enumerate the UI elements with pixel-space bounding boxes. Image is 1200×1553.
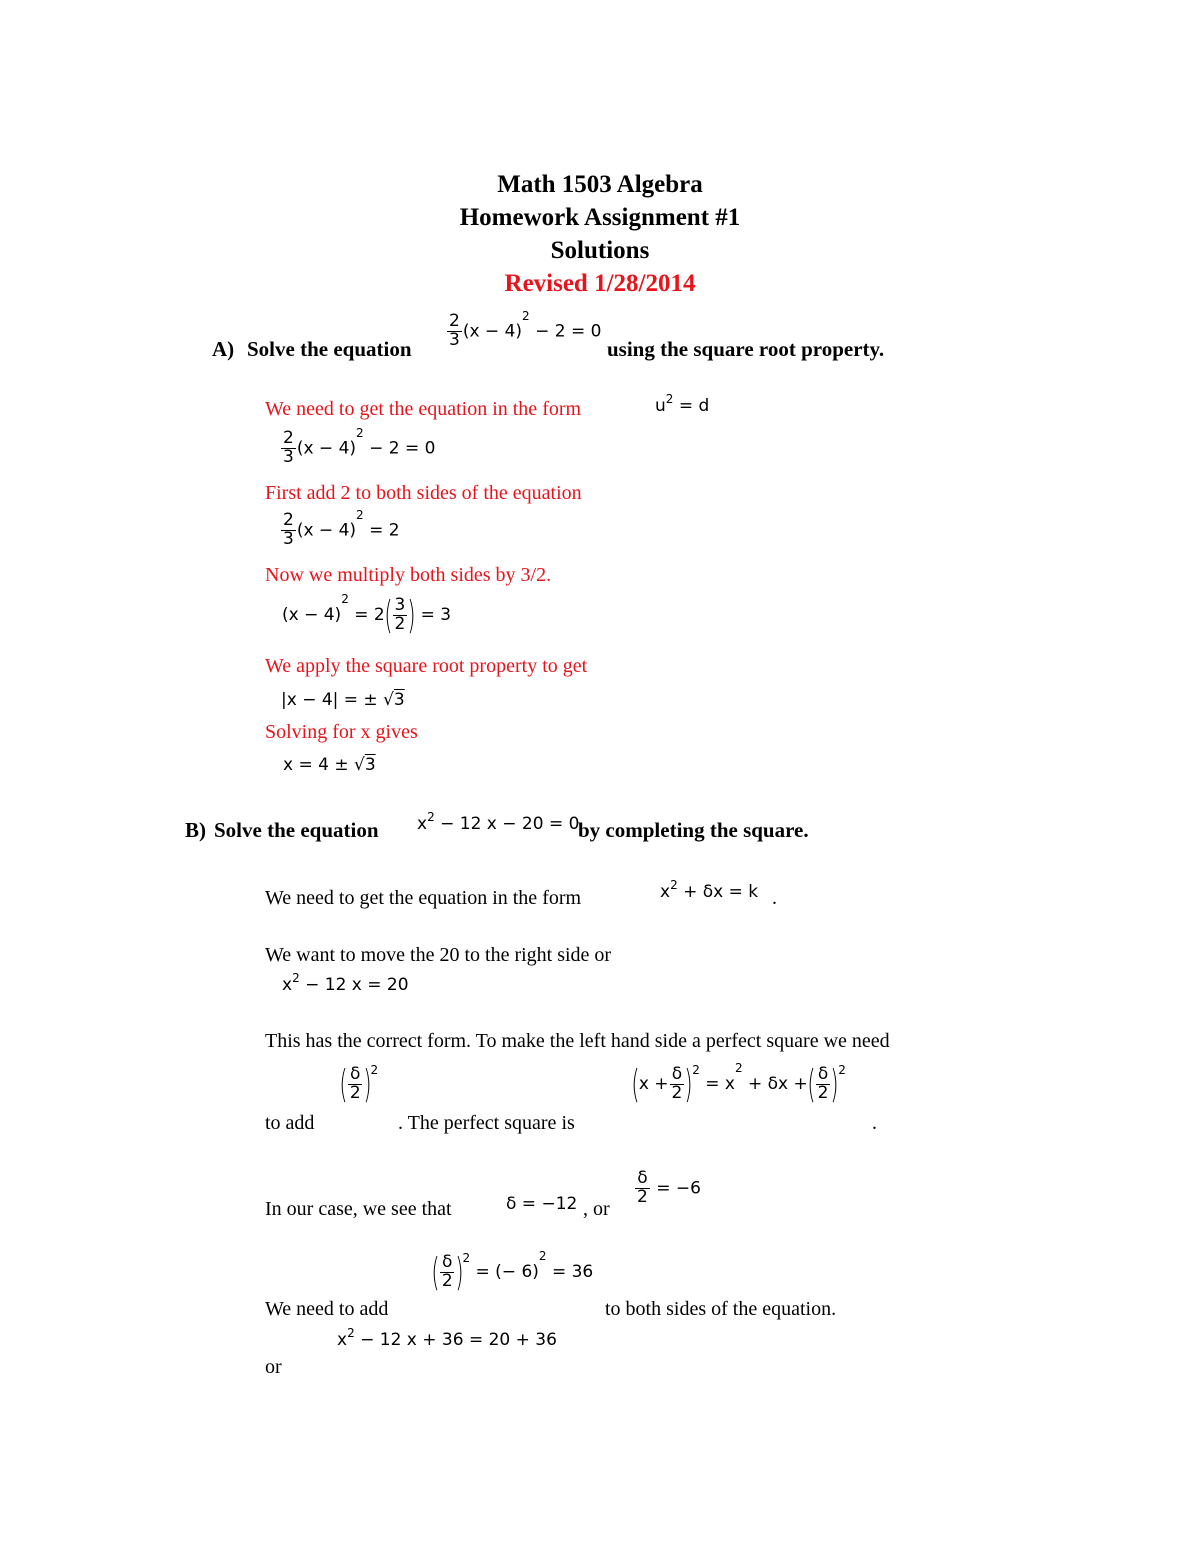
step5-text: We apply the square root property to get (265, 655, 588, 677)
step1-form: $u^2 = d$ (655, 392, 710, 416)
part-a-equation: $\frac{2}{3}$ $(x - 4)^2 - 2 = 0$ (449, 309, 602, 350)
step4-equation: $(x - 4)^2 = 2$( $\frac{3}{2}$ ) = 3 (282, 592, 452, 637)
b-line4-start: to add (265, 1112, 315, 1134)
part-b-prompt-after: by completing the square. (578, 818, 809, 842)
step2-equation: $\frac{2}{3}$ $(x - 4)^2 - 2 = 0$ (283, 426, 436, 467)
title-assignment: Homework Assignment #1 (459, 204, 741, 231)
case-fraction: $\frac{\delta}{2}$ = −6 (637, 1168, 701, 1207)
revised-date: Revised 1/28/2014 (504, 270, 696, 297)
step3-equation: $\frac{2}{3}$ $(x - 4)^2 = 2$ (283, 508, 400, 549)
b-line1-end: . (772, 887, 777, 909)
step6-text: Solving for x gives (265, 721, 418, 743)
add-equation: ( $\frac{\delta}{2}$ )$^2$ = (− 6)$^2$ = 36 (431, 1249, 594, 1294)
step6-equation: x = 4 ± √3 (283, 755, 376, 775)
b-line4-mid: . The perfect square is (398, 1112, 575, 1134)
part-a-label: A) (212, 337, 235, 361)
case-equation: δ = −12 (506, 1194, 578, 1214)
title-course: Math 1503 Algebra (497, 171, 703, 198)
part-a-prompt: Solve the equation (247, 337, 412, 361)
step1-text: We need to get the equation in the form (265, 398, 582, 420)
part-b-equation: $x^2 - 12$ x − 20 = 0 (417, 810, 580, 834)
b-line4-end: . (872, 1112, 877, 1134)
add-after: to both sides of the equation. (605, 1298, 837, 1320)
part-b-prompt: Solve the equation (214, 818, 379, 842)
step4-text: Now we multiply both sides by 3/2. (265, 564, 552, 586)
perfect-square-identity: (x + $\frac{\delta}{2}$ )$^2 = x^2 + \delta x$ +( $\frac{\delta}{2}$ )$^2$ (631, 1061, 846, 1106)
part-a-prompt-after: using the square root property. (607, 337, 885, 361)
part-b-label: B) (185, 818, 206, 842)
case-or: , or (583, 1198, 610, 1220)
title-solutions: Solutions (550, 237, 650, 264)
b-line2-equation: $x^2 - 12$ x = 20 (282, 971, 409, 995)
b-line1-text: We need to get the equation in the form (265, 887, 582, 909)
step3-text: First add 2 to both sides of the equation (265, 482, 582, 504)
b-line2-text: We want to move the 20 to the right side or (265, 944, 612, 966)
final-equation: $x^2 - 12$ x + 36 = 20 + 36 (337, 1326, 557, 1350)
final-or: or (265, 1356, 282, 1378)
case-text: In our case, we see that (265, 1198, 452, 1220)
b-line3-text: This has the correct form. To make the left hand side a perfect square we need (265, 1030, 890, 1052)
b-line1-form: $x^2 + \delta x = k$ (660, 878, 759, 902)
delta-over-2-squared: ( $\frac{\delta}{2}$ )$^2$ (339, 1062, 379, 1106)
step5-equation: |x − 4| = ± √3 (281, 690, 405, 710)
add-text: We need to add (265, 1298, 389, 1320)
